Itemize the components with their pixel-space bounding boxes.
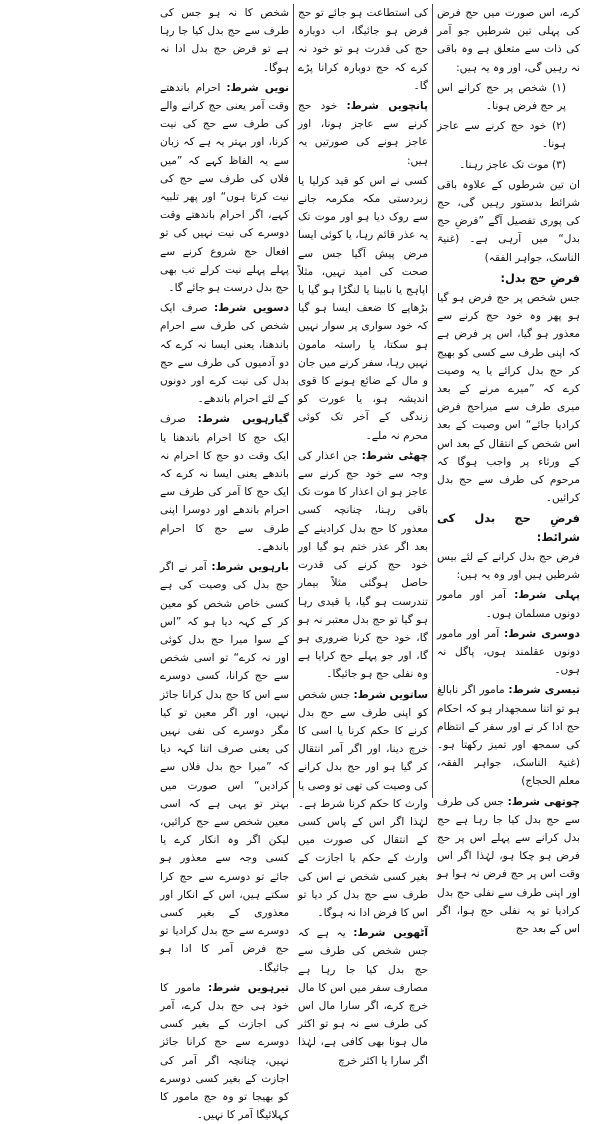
condition-label: ساتویں شرط: [353,688,429,701]
condition-label: نویں شرط: [226,81,289,94]
condition-label: چوتھی شرط: [507,795,581,808]
condition-paragraph [298,924,428,1070]
condition-label: چھٹی شرط: [361,449,429,462]
condition-text: صرف ایک حج کا احرام باندھنا یا ایک وقت دو حج کا احرام نہ باندھے یعنی ایسا نہ کرے کہ ایک حج کا آمر کی طرف سے احرام باندھے اور دوسرا اپنی طرف سے حج کا احرام باندھے۔ [160,413,289,553]
column-divider [293,4,294,798]
condition-text: مامور اگر نابالغ ہو تو اتنا سمجھدار ہو کہ احکام حج ادا کر نے اور سفر کے انتظام کی سمجھ اور تمیز رکھتا ہو۔ (غنیۃ الناسک، جواہر الفقہ، معلم الحجاج) [437,684,580,788]
condition-paragraph [298,447,428,684]
condition-text: صرف ایک شخص کی طرف سے احرام باندھنا، یعنی ایسا نہ کرے کہ دو آدمیوں کی طرف سے حج بدل کی نیت کرے اور دونوں کے لئے احرام باندھے۔ [160,302,289,406]
paragraph: شخص کا نہ ہو جس کی طرف سے حج بدل کیا جا رہا ہے تو فرض حج بدل ادا نہ ہوگا۔ [160,7,289,74]
condition-label: پانچویں شرط: [346,100,428,113]
column-divider [432,4,433,798]
condition-paragraph [160,299,289,408]
condition-paragraph [298,686,428,923]
condition-text: جن اعذار کی وجہ سے خود حج کرنے سے عاجز ہو ان اعذار کا موت تک باقی رہنا، چنانچہ کسی معذور کا حج بدل کرادینے کے بعد اگر عذر ختم ہو گیا اور خود حج کرنے کی قدرت حاصل ہوگئی مثلاً بیمار تندرست ہو گیا، یا قیدی رہا ہو گیا تو حج بدل معتبر نہ ہو گا، خود حج کرنا ضروری ہو گا، اور جو پہلے حج کرایا ہے وہ نفلی حج ہو جائیگا۔ [298,449,428,681]
condition-label: گیارہویں شرط: [197,413,289,426]
list-item: (۳) موت تک عاجز رہنا۔ [459,158,566,171]
list-item: (۲) خود حج کرنے سے عاجز ہونا۔ [437,120,566,151]
condition-label: تیرہویں شرط: [207,981,289,994]
section-heading: فرضِ حج بدل کی شرائط: [437,511,580,544]
condition-label: دوسری شرط: [503,627,580,640]
condition-text: آمر نے اگر حج بدل کی وصیت کی ہے کسی خاص شخص کو معین کر کے کہہ دیا ہو کہ ”اس کے سوا میرا حج بدل کوئی اور نہ کرے“ تو اسی شخص سے حج کرانا، کسی دوسرے سے اس کا حج بدل کرانا جائز نہیں، اور اگر معین تو کیا مگر دوسرے کی نفی نہیں کی یعنی صرف اتنا کہہ دیا کہ ”میرا حج بدل فلاں سے کرادیں“ اس صورت میں بہتر تو یہی ہے کہ اسی معین شخص سے حج کرائیں، لیکن اگر وہ انکار کرے یا کسی وجہ سے معذور ہو جائے تو دوسرے سے حج کرا سکتے ہیں، اس کے انکار اور معذوری کے بغیر کسی دوسرے سے حج بدل کرادیا تو حج فرض آمر کا ادا ہو جائیگا۔ [160,561,289,974]
condition-text: آمر اور مامور دونوں عقلمند ہوں، پاگل نہ ہوں۔ [437,627,580,677]
condition-paragraph [160,558,289,977]
condition-text: مامور کا خود ہی حج بدل کرے، آمر کی اجازت کے بغیر کسی دوسرے سے حج کرانا جائز نہیں، چنانچہ اگر آمر کی اجازت کے بغیر کسی دوسرے کو بھیجا تو وہ حج مامور کا کہلائیگا آمر کا نہیں۔ [160,981,289,1122]
condition-label: دسویں شرط: [214,302,289,315]
condition-paragraph [160,979,289,1124]
condition-text: یہ ہے کہ جس شخص کی طرف سے حج بدل کیا جا رہا ہے مصارف سفر میں اس کا مال خرچ کرے، اگر سارا مال اس کی طرف سے نہ ہو تو اکثر مال ہونا بھی کافی ہے، لہٰذا اگر سارا یا اکثر خرچ [298,927,428,1067]
text-column-2 [294,4,432,1067]
condition-text: آمر اور مامور دونوں مسلمان ہوں۔ [437,589,580,620]
paragraph: کسی نے اس کو قید کرلیا یا زبردستی مکہ مکرمہ جانے سے روک دیا ہو اور موت تک یہ عذر قائم رہا، یا کوئی ایسا مرض پیش آگیا جس سے صحت کی امید نہیں، مثلاً اپاہج یا نابینا یا لنگڑا ہو گیا یا بڑھاپے کا ضعف ایسا ہو گیا کہ خود سواری پر سوار نہیں ہو سکتا، یا راستہ مامون نہیں رہا، سفر کرنے میں جان و مال کے ضائع ہونے کا قوی اندیشہ ہو، یا عورت کو زندگی کے آخر تک کوئی محرم نہ ملے۔ [298,174,428,442]
paragraph: ان تین شرطوں کے علاوہ باقی شرائط بدستور رہیں گی، حج کی پوری تفصیل آگے ”فرضِ حج بدل“ میں آرہی ہے۔ (غنیۃ الناسک، جواہر الفقہ) [437,178,580,264]
condition-text: جس کی طرف سے حج بدل کیا جا رہا ہے حج بدل کرانے سے پہلے اس پر حج فرض ہو چکا ہو، لہٰذا اگر اس وقت اس پر حج فرض نہ ہوا ہو اور اپنی طرف سے نفلی حج بدل کرادیا تو یہ نفلی حج ہوا، اگر اس کے بعد حج [437,795,580,935]
section-heading: فرضِ حج بدل: [500,270,580,285]
condition-label: پہلی شرط: [514,589,580,602]
paragraph: کرے، اس صورت میں حج فرض کی پہلی تین شرطیں جو آمر کی ذات سے متعلق ہے وہ باقی نہ رہیں گی، اور وہ یہ ہیں: [437,7,580,74]
list-item: (۱) شخص پر حج کرانے اس پر حج فرض ہونا۔ [437,81,566,113]
condition-paragraph [437,586,580,622]
text-column-3 [156,4,293,1122]
condition-text: خود حج کرنے سے عاجز ہونا، اور عاجز ہونے کی صورتیں یہ ہیں: [298,100,428,167]
paragraph: کی استطاعت ہو جائے تو حج فرض ہو جائیگا، اب دوبارہ حج کی قدرت ہو تو خود نہ کرے کہ حج دوبارہ کرانا پڑے گا۔ [298,7,428,92]
text-column-1 [433,4,584,935]
paragraph: فرض حج بدل کرانے کے لئے بیس شرطیں ہیں اور وہ یہ ہیں: [437,550,580,582]
condition-paragraph [437,793,580,939]
condition-text: جس شخص کو اپنی طرف سے حج بدل کرنے کا حکم کرنا یا اسی کا خرچ دینا، اور اگر آمر انتقال کر گیا ہو اور حج بدل کرانے کی وصیت کی تھی تو وصی یا وارث کا حکم کرنا شرط ہے۔ لہٰذا اگر اس کے پاس کسی کے انتقال کی صورت میں وارث کے حکم یا اجازت کے بغیر کسی شخص نے اس کی طرف سے حج بدل کر دیا تو اس کا فرض ادا نہ ہوگا۔ [298,688,428,919]
condition-paragraph [437,681,580,790]
condition-label: آٹھویں شرط: [353,927,428,940]
condition-label: تیسری شرط: [508,684,580,697]
condition-label: بارہویں شرط: [211,561,289,574]
condition-text: احرام باندھتے وقت آمر یعنی حج کرانے والے کی طرف سے حج کی نیت کرنا، اور بہتر یہ ہے کہ زبان سے یہ الفاظ کہے کہ ”میں فلاں کی طرف سے حج کی نیت کرتا ہوں“ اور پھر تلبیہ کہے، اگر احرام باندھتے وقت دوسرے کی نیت نہیں کی تو افعال حج شروع کرنے سے پہلے پہلے نیت کرلے تب بھی حج بدل درست ہو جائے گا۔ [160,81,289,295]
condition-paragraph [160,410,289,556]
condition-paragraph [160,79,289,297]
condition-paragraph [298,97,428,170]
condition-paragraph [437,625,580,680]
paragraph: جس شخص پر حج فرض ہو گیا ہو پھر وہ خود حج کرنے سے معذور ہو گیا، اس پر فرض ہے کہ اپنی طرف سے کسی کو بھیج کر حج بدل کرائے یا یہ وصیت کرے کہ ”میرے مرنے کے بعد میری طرف سے میراحج فرض کرادیا جائے“ اس وصیت کے بعد اس شخص کے انتقال کے بعد اس کے ورثاء پر واجب ہوگا کہ مرحوم کی طرف سے حج بدل کرائیں۔ [437,292,580,505]
